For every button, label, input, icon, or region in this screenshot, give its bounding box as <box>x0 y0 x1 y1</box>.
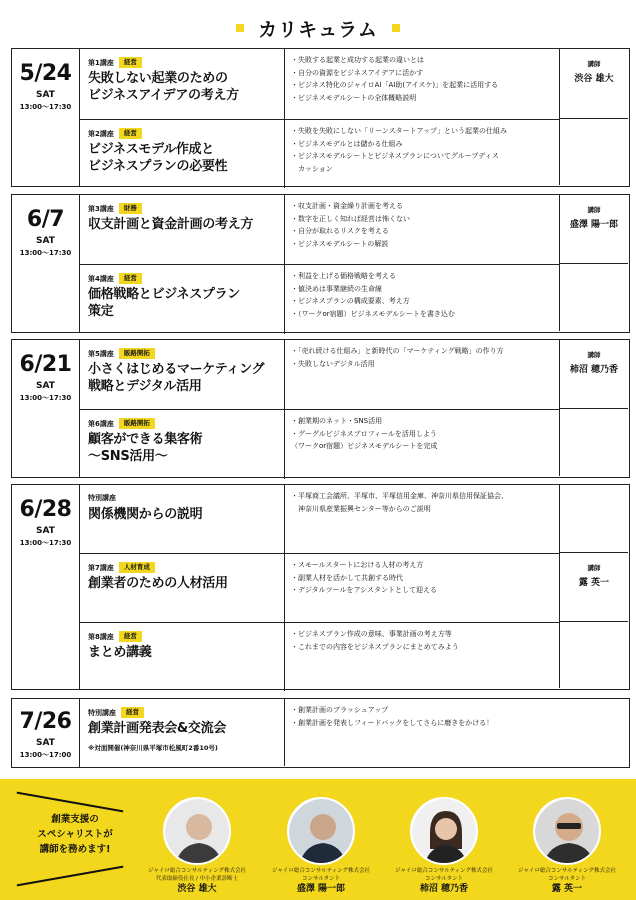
avatar <box>533 797 601 865</box>
bullet-item: ・これまでの内容をビジネスプランにまとめてみよう <box>291 642 459 651</box>
page-header <box>0 14 636 42</box>
lecture-bullets <box>291 628 553 653</box>
speaker-name: 柿沼 穂乃香 <box>419 884 469 894</box>
lecture-tag: 経営 <box>119 631 142 642</box>
session-day: SAT <box>36 90 55 100</box>
page-title: カリキュラム <box>258 18 378 41</box>
lecture-tag: 経営 <box>119 57 142 68</box>
speaker-role: コンサルタント <box>424 876 463 882</box>
instructor-box <box>560 49 628 119</box>
footer-tagline: 創業支援の スペシャリストが 講師を務めます! <box>37 814 113 855</box>
session-block <box>11 339 630 478</box>
instructor-column <box>559 485 628 688</box>
instructor-label: 講師 <box>587 60 601 68</box>
session-date: 5/24 <box>19 61 72 86</box>
lecture-number: 第8講座 <box>88 632 114 641</box>
lecture-number: 特別講座 <box>88 494 116 502</box>
lecture-tag: 経営 <box>119 273 142 284</box>
session-time: 13:00〜17:30 <box>19 249 72 257</box>
session-block <box>11 194 630 333</box>
date-column <box>12 195 80 332</box>
bullet-item: ・ビジネスモデルシートの全体概略説明 <box>291 93 417 102</box>
bullet-item: ・ビジネスモデルシートとビジネスプランについてグループディス <box>291 152 499 160</box>
lecture-title: ビジネスモデル作成と ビジネスプランの必要性 <box>88 142 228 174</box>
lecture-tag: 販路開拓 <box>119 348 155 359</box>
session-time: 13:00〜17:30 <box>19 394 72 402</box>
bullet-item: ・値決めは事業継続の生命線 <box>291 284 382 293</box>
lecture-bullets <box>291 125 553 175</box>
speaker-org: ジャイロ総合コンサルティング株式会社 <box>517 868 617 874</box>
lecture-number: 第1講座 <box>88 58 114 67</box>
instructor-label: 講師 <box>587 351 601 359</box>
speaker-name: 渋谷 雄大 <box>177 884 217 894</box>
bullet-item: ・ビジネスプラン作成の意味、事業計画の考え方等 <box>291 630 452 638</box>
title-square-right <box>392 24 400 32</box>
bullet-item: ・デジタルツールをアシスタントとして迎える <box>291 586 437 594</box>
lecture-number: 第2講座 <box>88 129 114 138</box>
lecture-title: 失敗しない起業のための ビジネスアイデアの考え方 <box>88 71 239 103</box>
instructor-name: 柿沼 穂乃香 <box>569 365 619 375</box>
lecture-tag: 財務 <box>119 203 142 214</box>
lecture-tag: 経営 <box>119 128 142 139</box>
lecture-title: 価格戦略とビジネスプラン 策定 <box>88 287 241 319</box>
lecture-number: 第4講座 <box>88 274 114 283</box>
session-block <box>11 698 630 768</box>
bullet-item: ・失敗を失敗にしない「リーンスタートアップ」という起業の仕組み <box>291 127 507 135</box>
speaker-org: ジャイロ総合コンサルティング株式会社 <box>271 868 371 874</box>
bullet-item: ・自分が取れるリスクを考える <box>291 227 389 235</box>
lecture-title: 収支計画と資金計画の考え方 <box>88 217 254 232</box>
bullet-item: 神奈川県産業振興センター等からのご説明 <box>291 504 431 513</box>
lecture-title: 小さくはじめるマーケティング 戦略とデジタル活用 <box>88 362 265 394</box>
bullet-item: ・収支計画・資金繰り計画を考える <box>291 202 403 210</box>
divider-line <box>17 866 124 886</box>
venue-note: ※対面開催(神奈川県平塚市松風町2番10号) <box>88 744 218 752</box>
lecture-tag: 人材育成 <box>119 562 155 573</box>
lecture-number: 特別講座 <box>88 708 116 717</box>
session-day: SAT <box>36 526 55 536</box>
divider-line <box>17 792 124 812</box>
bullet-item: ・ビジネスモデルとは儲かる仕組み <box>291 139 403 148</box>
bullet-item: ・創業計画のブラッシュアップ <box>291 706 389 714</box>
bullet-item: ・自分の資源をビジネスアイデアに活かす <box>291 68 424 77</box>
speaker-role: コンサルタント <box>301 876 340 882</box>
speaker-name: 盛澤 陽一郎 <box>296 884 346 894</box>
bullet-item: ・ビジネス特化のジャイロAI「AI助(アイスケ)」を起業に活用する <box>291 81 499 89</box>
lecture-number: 第3講座 <box>88 204 114 213</box>
speaker-role: 代表取締役社長 / 中小企業診断士 <box>155 876 239 882</box>
lecture-number: 第7講座 <box>88 563 114 572</box>
lecture-bullets <box>291 270 553 320</box>
lecture-title: まとめ講義 <box>88 645 152 660</box>
bullet-item: ・利益を上げる価格戦略を考える <box>291 272 396 280</box>
bullet-item: ・平塚商工会議所、平塚市、平塚信用金庫、神奈川県信用保証協会、 <box>291 492 508 500</box>
bullet-item: ・副業人材を活かして共創する時代 <box>291 573 403 582</box>
avatar <box>410 797 478 865</box>
avatar <box>163 797 231 865</box>
lecture-row <box>80 49 559 119</box>
bullet-item: ・「売れ続ける仕組み」と新時代の「マーケティング戦略」の作り方 <box>291 347 504 355</box>
session-time: 13:00〜17:00 <box>19 751 72 759</box>
date-column <box>12 699 80 767</box>
instructor-box <box>560 195 628 264</box>
date-column <box>12 49 80 186</box>
session-date: 6/28 <box>19 497 72 522</box>
bullet-item: （ワークor宿題）ビジネスモデルシートを完成 <box>291 442 438 450</box>
session-date: 6/7 <box>26 207 65 232</box>
instructor-box-empty <box>560 485 628 553</box>
session-day: SAT <box>36 236 55 246</box>
bullet-item: カッション <box>291 164 333 173</box>
instructor-column <box>559 340 628 476</box>
bullet-item: ・創業期のネット・SNS活用 <box>291 417 383 425</box>
lecture-row <box>80 195 559 264</box>
session-day: SAT <box>36 381 55 391</box>
speaker-card <box>261 797 381 896</box>
lecture-title: 顧客ができる集客術 〜SNS活用〜 <box>88 432 203 464</box>
date-column <box>12 485 80 689</box>
speaker-card <box>384 797 504 896</box>
lecture-bullets <box>291 559 553 597</box>
instructor-box <box>560 340 628 409</box>
lecture-tag: 販路開拓 <box>119 418 155 429</box>
bullet-item: ・ビジネスモデルシートの解説 <box>291 239 389 248</box>
instructor-column <box>559 195 628 331</box>
lecture-row <box>80 699 559 766</box>
lecture-row <box>80 340 559 409</box>
speaker-org: ジャイロ総合コンサルティング株式会社 <box>394 868 494 874</box>
lecture-tag: 経営 <box>121 707 144 718</box>
bullet-item: ・失敗しないデジタル活用 <box>291 359 375 368</box>
session-time: 13:00〜17:30 <box>19 103 72 111</box>
speaker-name: 露 英一 <box>551 884 583 894</box>
title-square-left <box>236 24 244 32</box>
session-block <box>11 48 630 187</box>
speaker-card <box>137 797 257 896</box>
lecture-bullets <box>291 345 553 370</box>
lecture-row <box>80 119 559 188</box>
speaker-org: ジャイロ総合コンサルティング株式会社 <box>147 868 247 874</box>
lecture-number: 第5講座 <box>88 349 114 358</box>
lecture-title: 創業者のための人材活用 <box>88 576 228 591</box>
speaker-card <box>507 797 627 896</box>
instructor-label: 講師 <box>587 564 601 572</box>
instructor-label: 講師 <box>587 206 601 214</box>
lecture-bullets <box>291 415 553 453</box>
bullet-item: ・ビジネスプランの構成要素、考え方 <box>291 297 410 305</box>
date-column <box>12 340 80 477</box>
session-day: SAT <box>36 738 55 748</box>
lecture-bullets <box>291 54 553 104</box>
instructor-box <box>560 553 628 622</box>
lecture-row <box>80 485 559 553</box>
instructor-name: 渋谷 雄大 <box>574 74 614 84</box>
lecture-number: 第6講座 <box>88 419 114 428</box>
lecture-row <box>80 553 559 622</box>
session-date: 7/26 <box>19 709 72 734</box>
lecture-row <box>80 264 559 334</box>
session-time: 13:00〜17:30 <box>19 539 72 547</box>
bullet-item: ・スモールスタートにおける人材の考え方 <box>291 561 424 569</box>
bullet-item: ・グーグルビジネスプロフィールを活用しよう <box>291 429 437 438</box>
lecture-title: 関係機関からの説明 <box>88 507 203 522</box>
avatar <box>287 797 355 865</box>
instructor-column <box>559 49 628 185</box>
lecture-bullets <box>291 200 553 250</box>
lecture-row <box>80 622 559 691</box>
speaker-role: コンサルタント <box>547 876 586 882</box>
lecture-row <box>80 409 559 479</box>
lecture-title: 創業計画発表会&交流会 <box>88 721 227 736</box>
session-block <box>11 484 630 690</box>
instructor-name: 露 英一 <box>578 578 610 588</box>
lecture-bullets <box>291 490 553 515</box>
bullet-item: ・創業計画を発表しフィードバックをしてさらに磨きをかける！ <box>291 718 494 727</box>
session-date: 6/21 <box>19 352 72 377</box>
instructor-footer <box>0 779 636 900</box>
bullet-item: ・失敗する起業と成功する起業の違いとは <box>291 56 424 64</box>
lecture-bullets <box>291 704 553 729</box>
bullet-item: ・数字を正しく知れば経営は怖くない <box>291 214 410 223</box>
bullet-item: ・（ワークor宿題）ビジネスモデルシートを書き込む <box>291 309 455 318</box>
instructor-name: 盛澤 陽一郎 <box>569 220 619 230</box>
